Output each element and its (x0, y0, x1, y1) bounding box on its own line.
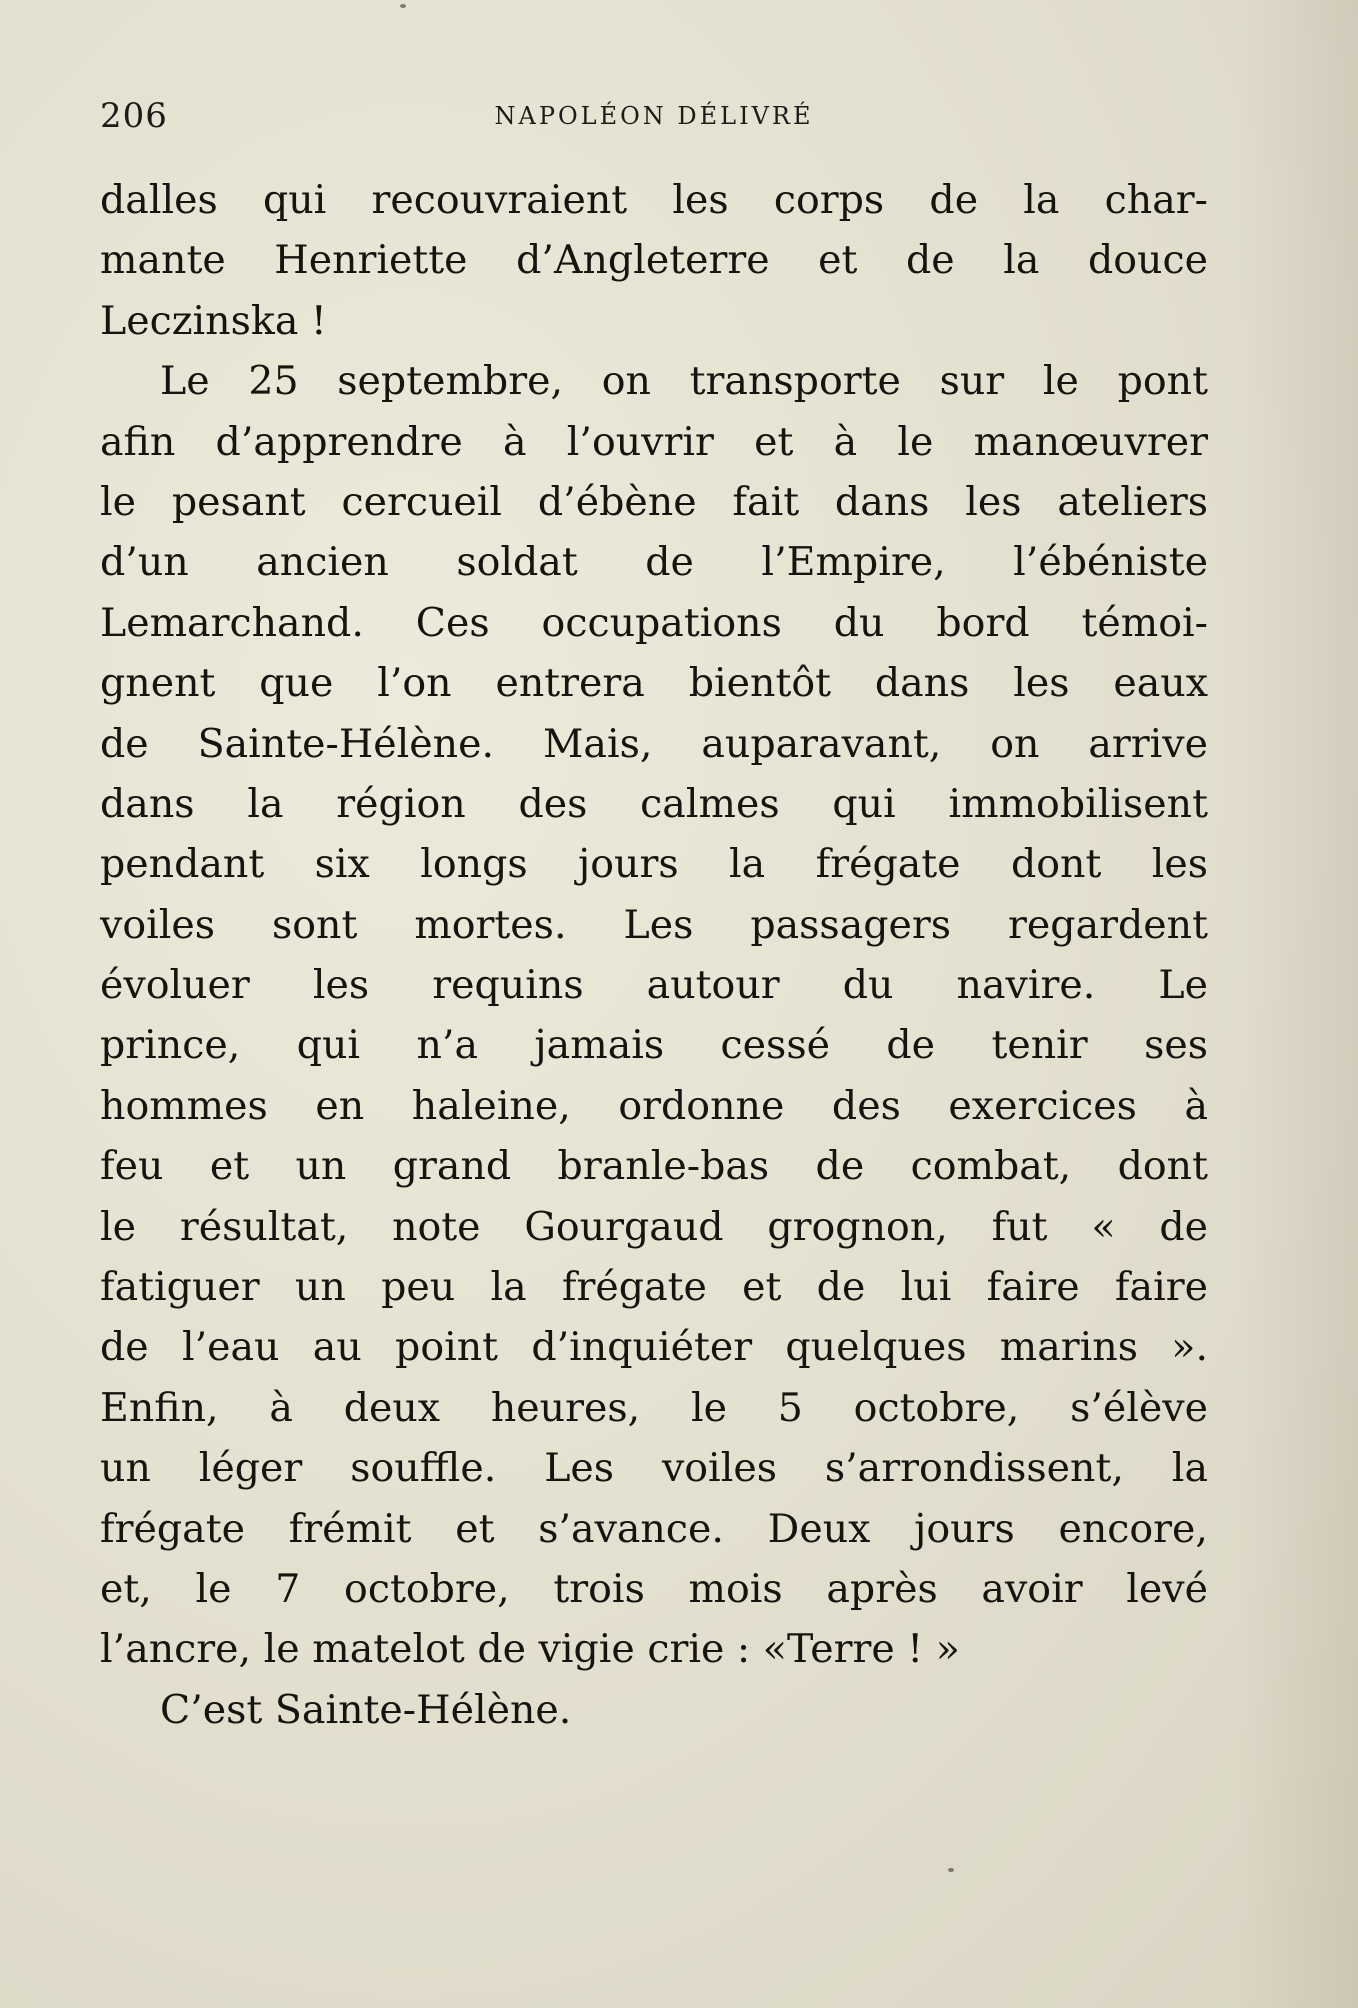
text-line: évoluer les requins autour du navire. Le (100, 962, 1208, 1009)
text-line: fatiguer un peu la frégate et de lui faire faire (100, 1264, 1208, 1311)
running-head (100, 96, 1208, 136)
text-line: un léger souffle. Les voiles s’arrondissent, la (100, 1445, 1208, 1492)
text-line: de Sainte-Hélène. Mais, auparavant, on arrive (100, 720, 1208, 767)
text-line: le pesant cercueil d’ébène fait dans les ateliers (100, 478, 1208, 525)
text-line: dalles qui recouvraient les corps de la char- (100, 177, 1208, 223)
text-line: Leczinska ! (100, 297, 327, 344)
body-text (100, 170, 1208, 1740)
text-line: voiles sont mortes. Les passagers regardent (100, 901, 1208, 948)
paper-speck (400, 4, 406, 8)
text-line: l’ancre, le matelot de vigie crie : «Terre ! » (100, 1626, 960, 1673)
text-line: d’un ancien soldat de l’Empire, l’ébéniste (100, 539, 1208, 586)
text-line: pendant six longs jours la frégate dont les (100, 841, 1208, 888)
text-line: mante Henriette d’Angleterre et de la douce (100, 237, 1208, 284)
text-line: Lemarchand. Ces occupations du bord témoi- (100, 599, 1208, 646)
text-line: et, le 7 octobre, trois mois après avoir levé (100, 1565, 1208, 1612)
text-line: le résultat, note Gourgaud grognon, fut « de (100, 1203, 1208, 1250)
text-line: Le 25 septembre, on transporte sur le pont (160, 358, 1208, 405)
text-line: de l’eau au point d’inquiéter quelques marins ». (100, 1324, 1208, 1371)
text-line: frégate frémit et s’avance. Deux jours encore, (100, 1505, 1208, 1552)
text-line: hommes en haleine, ordonne des exercices à (100, 1082, 1208, 1129)
text-line: afin d’apprendre à l’ouvrir et à le manœuvrer (100, 418, 1208, 465)
text-line: dans la région des calmes qui immobilisent (100, 780, 1208, 827)
paper-speck (948, 1868, 954, 1872)
running-title: NAPOLÉON DÉLIVRÉ (494, 102, 814, 130)
text-line: prince, qui n’a jamais cessé de tenir ses (100, 1022, 1208, 1069)
text-line: feu et un grand branle-bas de combat, dont (100, 1143, 1208, 1190)
text-line: gnent que l’on entrera bientôt dans les eaux (100, 660, 1208, 707)
text-line: C’est Sainte-Hélène. (160, 1686, 572, 1733)
text-line: Enfin, à deux heures, le 5 octobre, s’élève (100, 1384, 1208, 1431)
page-number: 206 (100, 96, 168, 136)
